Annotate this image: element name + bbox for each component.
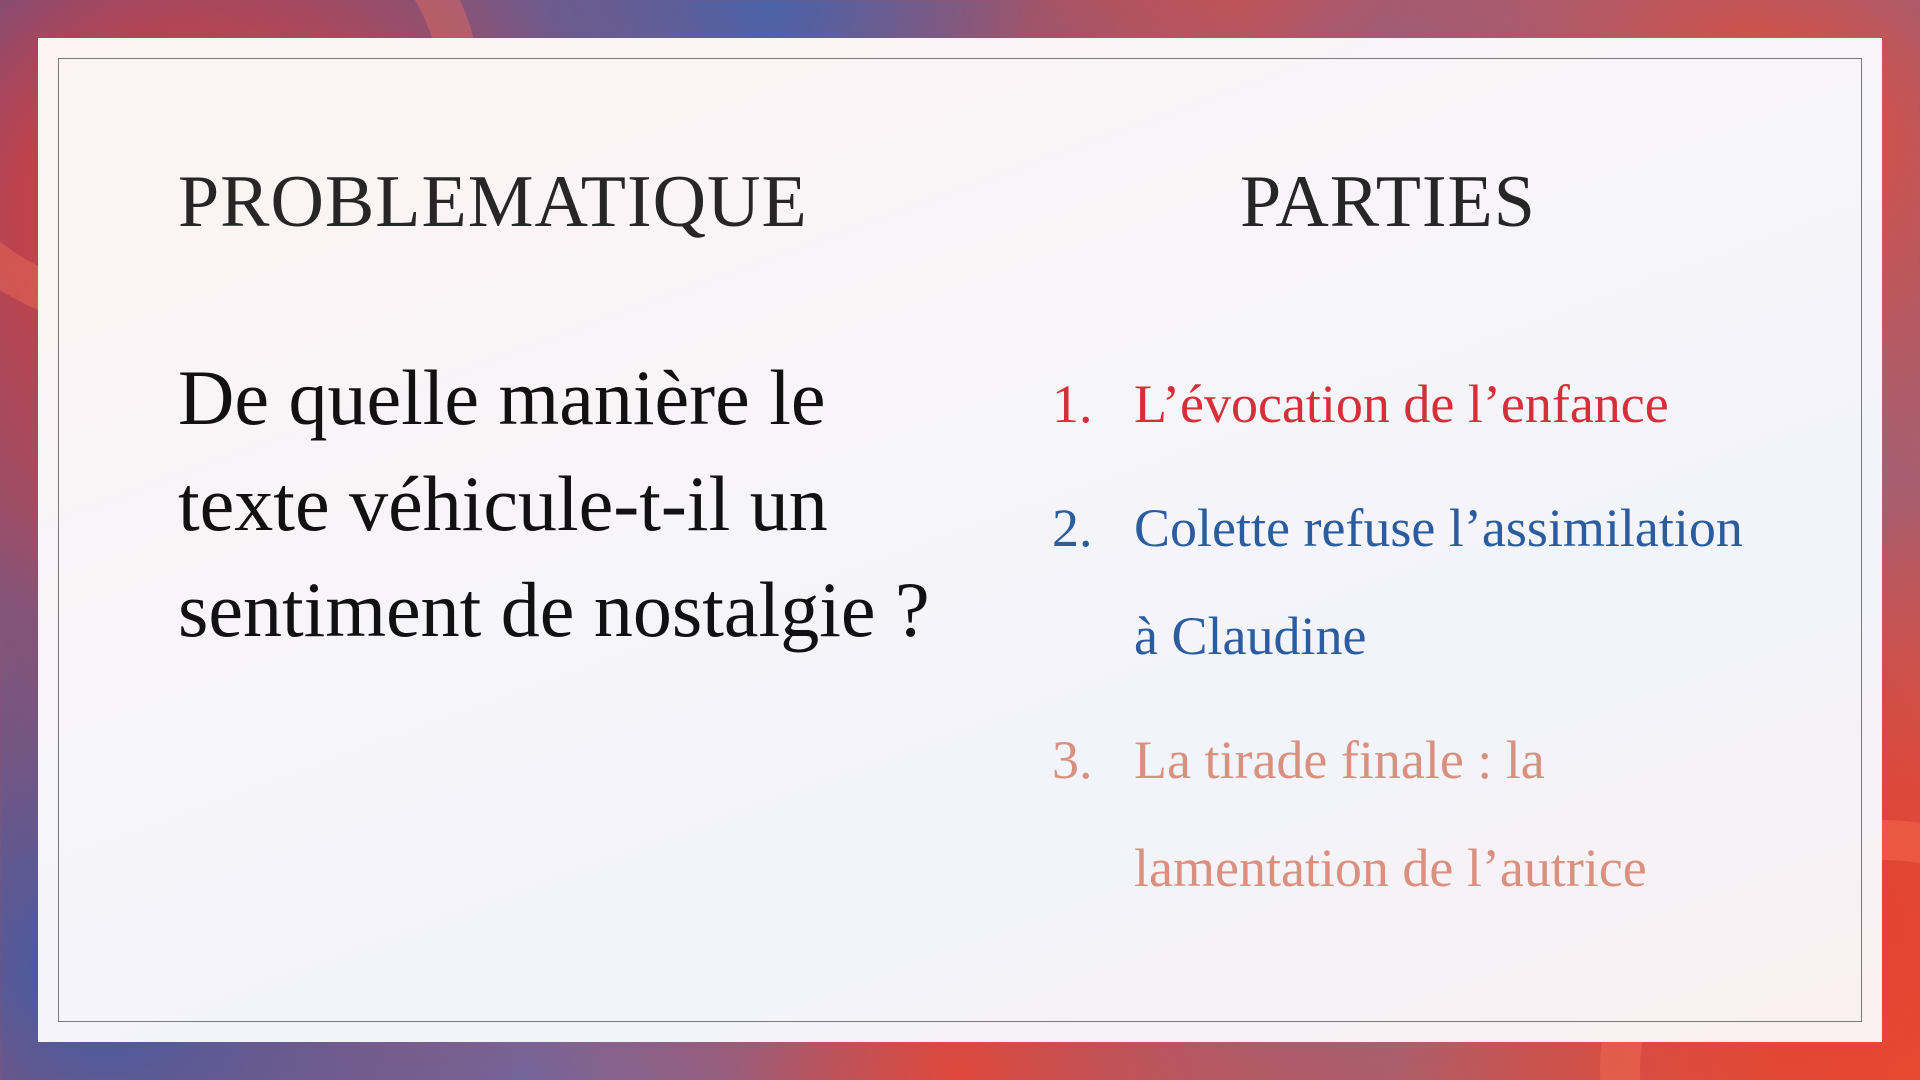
part-item (1052, 474, 1774, 690)
parties-heading: PARTIES (1240, 161, 1536, 243)
part-text: L’évocation de l’enfance (1134, 374, 1669, 434)
part-number: 1. (1052, 374, 1093, 434)
part-number: 2. (1052, 498, 1093, 558)
part-text: La tirade finale : la lamentation de l’autrice (1134, 730, 1647, 898)
part-item (1052, 706, 1774, 922)
part-text: Colette refuse l’assimilation à Claudine (1134, 498, 1743, 666)
parties-list (1052, 350, 1774, 938)
problematique-heading: PROBLEMATIQUE (178, 161, 808, 243)
part-item (1052, 350, 1774, 458)
problematique-question: De quelle manière le texte véhicule-t-il un sentiment de nostalgie ? (178, 354, 930, 653)
part-number: 3. (1052, 730, 1093, 790)
